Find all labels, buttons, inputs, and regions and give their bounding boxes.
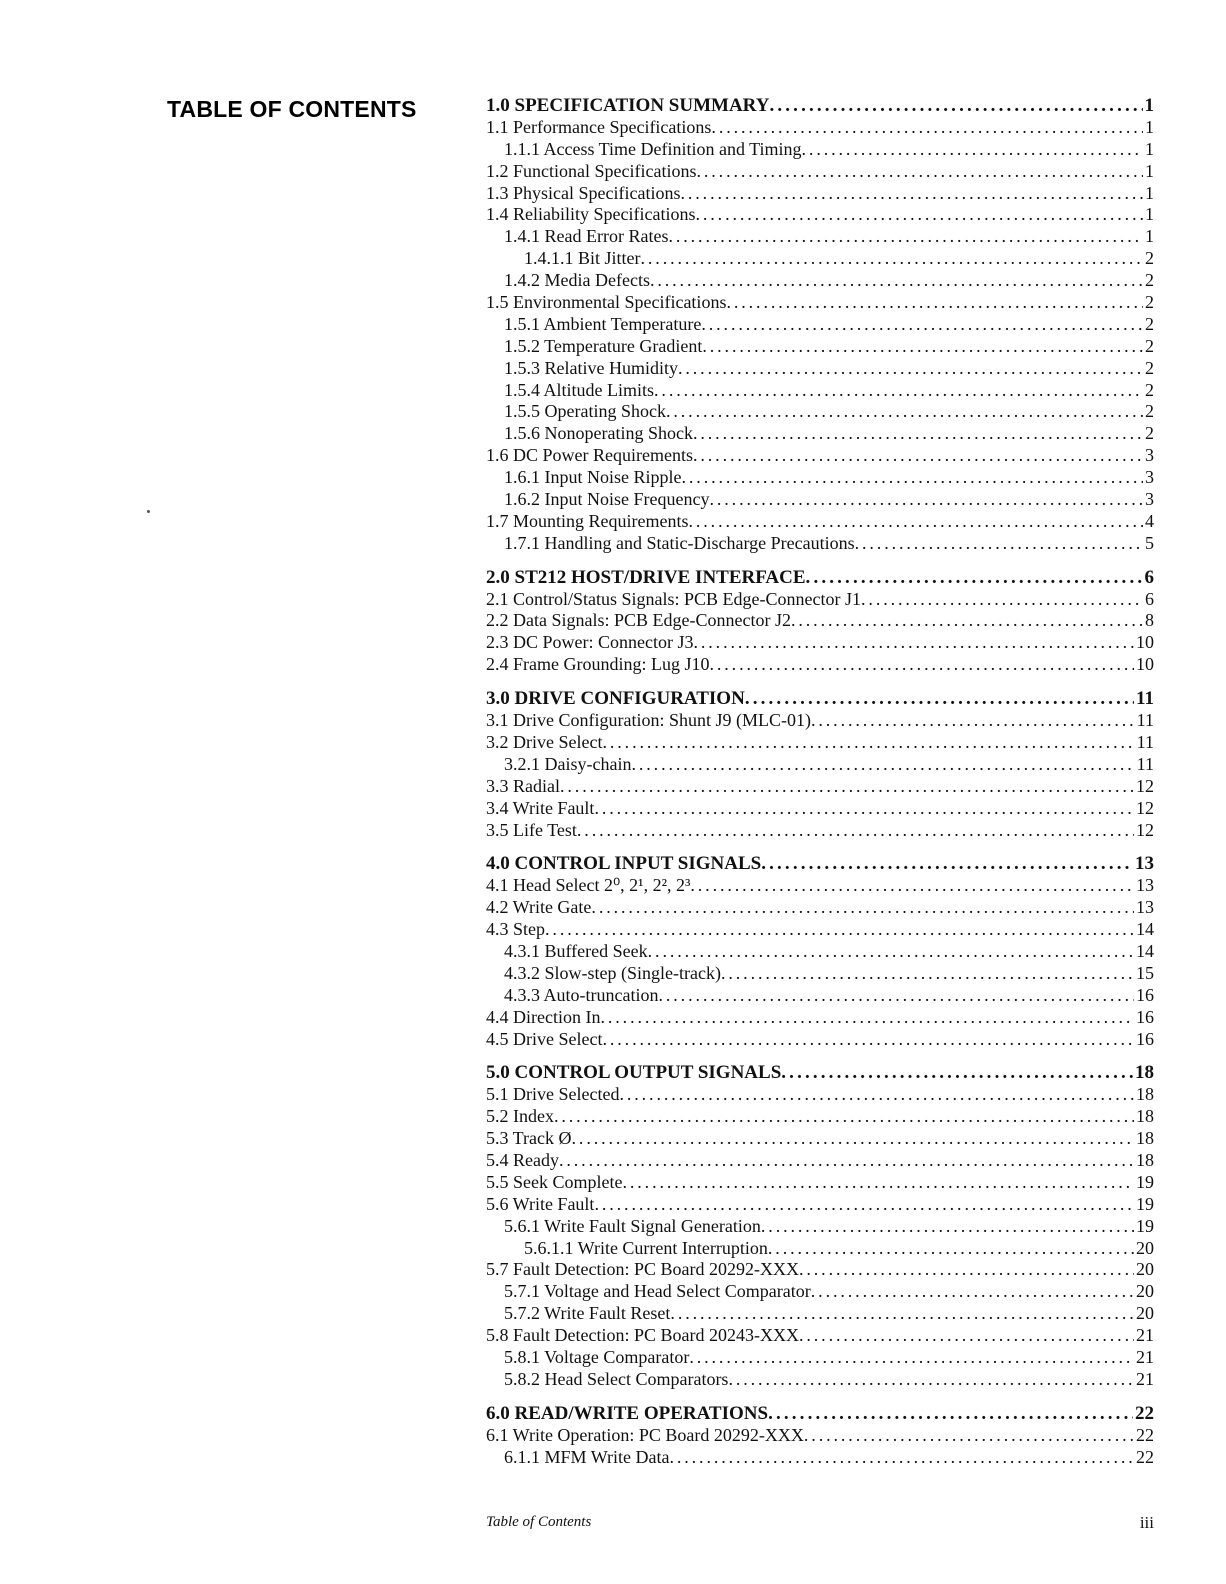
toc-entry-page: 2 bbox=[1145, 357, 1154, 378]
toc-dot-leader bbox=[761, 853, 1133, 875]
toc-dot-leader bbox=[711, 117, 1143, 139]
toc-entry-title: 5.2 Index bbox=[486, 1106, 554, 1127]
toc-entry-title: 1.1.1 Access Time Definition and Timing bbox=[504, 138, 802, 159]
toc-dot-leader bbox=[799, 1259, 1134, 1281]
toc-entry bbox=[486, 204, 1154, 226]
toc-entry-title: 1.0 SPECIFICATION SUMMARY bbox=[486, 95, 770, 116]
toc-entry bbox=[486, 226, 1154, 248]
toc-dot-leader bbox=[622, 1172, 1134, 1194]
toc-dot-leader bbox=[811, 710, 1135, 732]
toc-entry-title: 1.7.1 Handling and Static-Discharge Precautions bbox=[504, 532, 855, 553]
toc-entry-title: 5.7.1 Voltage and Head Select Comparator bbox=[504, 1281, 811, 1302]
toc-dot-leader bbox=[668, 226, 1143, 248]
toc-dot-leader bbox=[769, 95, 1142, 117]
toc-dot-leader bbox=[669, 1447, 1134, 1469]
toc-entry-title: 1.4.1 Read Error Rates bbox=[504, 226, 669, 247]
toc-entry-title: 1.6 DC Power Requirements bbox=[486, 445, 693, 466]
toc-entry-page: 2 bbox=[1145, 335, 1154, 356]
toc-entry-page: 21 bbox=[1136, 1325, 1154, 1346]
toc-dot-leader bbox=[693, 423, 1143, 445]
toc-entry-title: 2.1 Control/Status Signals: PCB Edge-Connector J1 bbox=[486, 588, 862, 609]
toc-entry-title: 4.0 CONTROL INPUT SIGNALS bbox=[486, 853, 762, 875]
toc-entry bbox=[486, 183, 1154, 205]
toc-dot-leader bbox=[648, 941, 1134, 963]
toc-entry-page: 20 bbox=[1136, 1303, 1154, 1324]
page-title: TABLE OF CONTENTS bbox=[167, 96, 417, 122]
toc-dot-leader bbox=[701, 314, 1143, 336]
toc-dot-leader bbox=[591, 897, 1134, 919]
toc-entry-page: 21 bbox=[1136, 1368, 1154, 1389]
toc-entry bbox=[486, 161, 1154, 183]
toc-dot-leader bbox=[577, 820, 1134, 842]
toc-entry-title: 5.8.2 Head Select Comparators bbox=[504, 1368, 729, 1389]
toc-entry-page: 2 bbox=[1145, 313, 1154, 334]
toc-entry bbox=[486, 710, 1154, 732]
toc-entry bbox=[486, 511, 1154, 533]
toc-entry-page: 18 bbox=[1136, 1084, 1154, 1105]
toc-entry-page: 16 bbox=[1136, 1006, 1154, 1027]
toc-dot-leader bbox=[688, 511, 1143, 533]
toc-entry bbox=[486, 820, 1154, 842]
toc-entry-title: 1.5.5 Operating Shock bbox=[504, 401, 666, 422]
toc-entry bbox=[486, 445, 1154, 467]
toc-entry-title: 3.5 Life Test bbox=[486, 819, 577, 840]
toc-entry-title: 1.6.2 Input Noise Frequency bbox=[504, 489, 710, 510]
toc-entry-page: 14 bbox=[1136, 940, 1154, 961]
toc-entry bbox=[486, 1425, 1154, 1447]
toc-dot-leader bbox=[670, 1303, 1134, 1325]
toc-entry bbox=[486, 754, 1154, 776]
toc-entry-title: 2.4 Frame Grounding: Lug J10 bbox=[486, 654, 710, 675]
toc-entry bbox=[486, 1106, 1154, 1128]
toc-entry-page: 1 bbox=[1145, 138, 1154, 159]
toc-entry bbox=[486, 654, 1154, 676]
toc-entry-page: 21 bbox=[1136, 1346, 1154, 1367]
toc-entry-page: 22 bbox=[1135, 1402, 1154, 1424]
toc-entry-title: 1.5.3 Relative Humidity bbox=[504, 357, 678, 378]
toc-entry-page: 20 bbox=[1136, 1259, 1154, 1280]
toc-dot-leader bbox=[768, 1238, 1134, 1260]
toc-dot-leader bbox=[855, 533, 1143, 555]
toc-entry-title: 3.2.1 Daisy-chain bbox=[504, 753, 632, 774]
toc-dot-leader bbox=[693, 445, 1143, 467]
toc-dot-leader bbox=[745, 688, 1134, 710]
toc-entry-title: 6.1.1 MFM Write Data bbox=[504, 1446, 670, 1467]
toc-entry bbox=[486, 401, 1154, 423]
toc-entry bbox=[486, 1238, 1154, 1260]
toc-entry bbox=[486, 776, 1154, 798]
toc-entry-page: 13 bbox=[1136, 875, 1154, 896]
toc-entry-title: 5.3 Track Ø bbox=[486, 1128, 572, 1149]
toc-entry-title: 5.6.1.1 Write Current Interruption bbox=[524, 1237, 768, 1258]
toc-dot-leader bbox=[728, 1369, 1134, 1391]
toc-entry-page: 8 bbox=[1145, 610, 1154, 631]
toc-dot-leader bbox=[721, 963, 1134, 985]
toc-entry bbox=[486, 1128, 1154, 1150]
toc-entry-page: 18 bbox=[1136, 1128, 1154, 1149]
toc-entry-title: 4.4 Direction In bbox=[486, 1006, 601, 1027]
toc-dot-leader bbox=[545, 919, 1134, 941]
toc-dot-leader bbox=[654, 380, 1143, 402]
toc-entry-title: 5.4 Ready bbox=[486, 1149, 559, 1170]
toc-list bbox=[486, 95, 1154, 1468]
toc-entry-page: 11 bbox=[1136, 753, 1154, 774]
toc-entry bbox=[486, 1347, 1154, 1369]
toc-entry bbox=[486, 1194, 1154, 1216]
toc-entry-title: 3.2 Drive Select bbox=[486, 731, 603, 752]
toc-entry-title: 1.3 Physical Specifications bbox=[486, 182, 681, 203]
toc-dot-leader bbox=[806, 567, 1143, 589]
toc-entry-page: 19 bbox=[1136, 1171, 1154, 1192]
toc-entry-title: 4.3.2 Slow-step (Single-track) bbox=[504, 962, 721, 983]
toc-entry bbox=[486, 798, 1154, 820]
toc-entry bbox=[486, 489, 1154, 511]
footer-label: Table of Contents bbox=[486, 1514, 592, 1530]
toc-entry bbox=[486, 1369, 1154, 1391]
toc-dot-leader bbox=[594, 1194, 1134, 1216]
toc-entry-title: 1.5.6 Nonoperating Shock bbox=[504, 423, 693, 444]
toc-entry bbox=[486, 117, 1154, 139]
toc-dot-leader bbox=[658, 985, 1134, 1007]
toc-entry-title: 2.0 ST212 HOST/DRIVE INTERFACE bbox=[486, 566, 806, 588]
toc-entry-title: 4.3 Step bbox=[486, 919, 546, 940]
toc-dot-leader bbox=[696, 161, 1143, 183]
toc-entry-title: 3.0 DRIVE CONFIGURATION bbox=[486, 688, 745, 710]
toc-entry-page: 15 bbox=[1136, 962, 1154, 983]
toc-entry-page: 18 bbox=[1136, 1149, 1154, 1170]
toc-dot-leader bbox=[702, 336, 1143, 358]
toc-dot-leader bbox=[709, 654, 1134, 676]
toc-dot-leader bbox=[682, 467, 1144, 489]
toc-section-heading bbox=[486, 95, 1154, 117]
toc-entry bbox=[486, 380, 1154, 402]
toc-entry-title: 3.3 Radial bbox=[486, 775, 560, 796]
toc-entry bbox=[486, 632, 1154, 654]
toc-entry bbox=[486, 732, 1154, 754]
toc-entry-page: 1 bbox=[1145, 182, 1154, 203]
toc-dot-leader bbox=[689, 1347, 1134, 1369]
toc-entry-page: 2 bbox=[1145, 379, 1154, 400]
toc-dot-leader bbox=[791, 610, 1143, 632]
toc-dot-leader bbox=[690, 875, 1134, 897]
toc-section-heading bbox=[486, 688, 1154, 710]
toc-dot-leader bbox=[695, 204, 1143, 226]
toc-entry-page: 12 bbox=[1136, 797, 1154, 818]
toc-dot-leader bbox=[641, 248, 1144, 270]
toc-entry-page: 10 bbox=[1136, 654, 1154, 675]
toc-entry bbox=[486, 610, 1154, 632]
toc-dot-leader bbox=[572, 1128, 1134, 1150]
toc-section-heading bbox=[486, 853, 1154, 875]
toc-entry-title: 5.8 Fault Detection: PC Board 20243-XXX bbox=[486, 1325, 799, 1346]
toc-entry bbox=[486, 467, 1154, 489]
toc-entry-page: 1 bbox=[1145, 204, 1154, 225]
toc-dot-leader bbox=[802, 139, 1143, 161]
toc-entry-title: 1.4 Reliability Specifications bbox=[486, 204, 696, 225]
toc-dot-leader bbox=[804, 1425, 1134, 1447]
toc-entry-page: 12 bbox=[1136, 819, 1154, 840]
toc-entry bbox=[486, 1007, 1154, 1029]
toc-entry bbox=[486, 985, 1154, 1007]
toc-entry-page: 16 bbox=[1136, 1028, 1154, 1049]
toc-entry-page: 22 bbox=[1136, 1446, 1154, 1467]
toc-dot-leader bbox=[680, 183, 1143, 205]
toc-entry bbox=[486, 423, 1154, 445]
toc-entry-page: 13 bbox=[1136, 897, 1154, 918]
toc-entry-page: 22 bbox=[1136, 1424, 1154, 1445]
toc-entry-title: 4.3.1 Buffered Seek bbox=[504, 940, 648, 961]
toc-entry bbox=[486, 1029, 1154, 1051]
toc-entry-title: 5.7.2 Write Fault Reset bbox=[504, 1303, 671, 1324]
toc-entry-title: 5.6.1 Write Fault Signal Generation bbox=[504, 1215, 761, 1236]
toc-entry-page: 6 bbox=[1144, 566, 1154, 588]
scan-speck bbox=[147, 510, 150, 513]
toc-entry bbox=[486, 139, 1154, 161]
toc-entry-page: 11 bbox=[1136, 731, 1154, 752]
toc-entry-title: 1.7 Mounting Requirements bbox=[486, 510, 689, 531]
toc-entry-page: 2 bbox=[1145, 292, 1154, 313]
toc-section-heading bbox=[486, 567, 1154, 589]
toc-entry-title: 3.4 Write Fault bbox=[486, 797, 595, 818]
toc-entry-title: 5.0 CONTROL OUTPUT SIGNALS bbox=[486, 1062, 782, 1084]
toc-entry-page: 20 bbox=[1136, 1237, 1154, 1258]
toc-entry-page: 13 bbox=[1135, 853, 1154, 875]
toc-dot-leader bbox=[560, 776, 1134, 798]
toc-dot-leader bbox=[768, 1403, 1133, 1425]
toc-entry-page: 10 bbox=[1136, 632, 1154, 653]
toc-entry-page: 1 bbox=[1144, 95, 1154, 116]
toc-entry-title: 2.2 Data Signals: PCB Edge-Connector J2 bbox=[486, 610, 791, 631]
footer-page-number: iii bbox=[1139, 1513, 1154, 1532]
toc-entry-page: 2 bbox=[1145, 423, 1154, 444]
toc-entry-title: 4.1 Head Select 2⁰, 2¹, 2², 2³ bbox=[486, 875, 691, 896]
toc-entry-page: 3 bbox=[1145, 467, 1154, 488]
toc-dot-leader bbox=[693, 632, 1134, 654]
toc-dot-leader bbox=[861, 589, 1143, 611]
toc-entry-title: 1.4.2 Media Defects bbox=[504, 270, 650, 291]
toc-entry-page: 4 bbox=[1145, 510, 1154, 531]
toc-entry-title: 1.4.1.1 Bit Jitter bbox=[524, 248, 641, 269]
toc-entry-page: 18 bbox=[1135, 1062, 1154, 1084]
toc-entry bbox=[486, 358, 1154, 380]
toc-entry-page: 1 bbox=[1145, 116, 1154, 137]
toc-entry-title: 1.6.1 Input Noise Ripple bbox=[504, 467, 682, 488]
toc-entry bbox=[486, 533, 1154, 555]
toc-entry bbox=[486, 875, 1154, 897]
toc-entry-title: 4.5 Drive Select bbox=[486, 1028, 603, 1049]
toc-entry bbox=[486, 919, 1154, 941]
toc-entry-page: 1 bbox=[1145, 160, 1154, 181]
toc-section-heading bbox=[486, 1062, 1154, 1084]
toc-entry-page: 18 bbox=[1136, 1106, 1154, 1127]
toc-entry bbox=[486, 1259, 1154, 1281]
toc-entry-page: 11 bbox=[1136, 688, 1154, 710]
toc-entry-title: 3.1 Drive Configuration: Shunt J9 (MLC-01) bbox=[486, 710, 811, 731]
toc-entry bbox=[486, 1281, 1154, 1303]
toc-entry-title: 1.2 Functional Specifications bbox=[486, 160, 697, 181]
toc-entry-page: 12 bbox=[1136, 775, 1154, 796]
toc-entry bbox=[486, 589, 1154, 611]
toc-entry-title: 6.0 READ/WRITE OPERATIONS bbox=[486, 1402, 769, 1424]
toc-entry-title: 6.1 Write Operation: PC Board 20292-XXX bbox=[486, 1424, 804, 1445]
toc-entry-title: 1.5.2 Temperature Gradient bbox=[504, 335, 703, 356]
toc-dot-leader bbox=[559, 1150, 1134, 1172]
toc-entry-page: 2 bbox=[1145, 401, 1154, 422]
toc-entry-title: 1.1 Performance Specifications bbox=[486, 116, 712, 137]
toc-entry-page: 2 bbox=[1145, 270, 1154, 291]
toc-dot-leader bbox=[600, 1007, 1134, 1029]
toc-entry-title: 5.6 Write Fault bbox=[486, 1193, 595, 1214]
toc-dot-leader bbox=[811, 1281, 1134, 1303]
toc-entry-page: 6 bbox=[1145, 588, 1154, 609]
toc-entry bbox=[486, 314, 1154, 336]
toc-entry-page: 16 bbox=[1136, 984, 1154, 1005]
toc-entry bbox=[486, 1303, 1154, 1325]
toc-entry-title: 4.2 Write Gate bbox=[486, 897, 592, 918]
toc-entry bbox=[486, 1447, 1154, 1469]
toc-dot-leader bbox=[709, 489, 1143, 511]
toc-entry-page: 11 bbox=[1136, 710, 1154, 731]
toc-dot-leader bbox=[602, 1029, 1134, 1051]
toc-entry-page: 20 bbox=[1136, 1281, 1154, 1302]
toc-entry-title: 4.3.3 Auto-truncation bbox=[504, 984, 659, 1005]
toc-entry bbox=[486, 1216, 1154, 1238]
toc-entry-page: 1 bbox=[1145, 226, 1154, 247]
toc-dot-leader bbox=[602, 732, 1134, 754]
toc-entry-page: 3 bbox=[1145, 445, 1154, 466]
toc-entry bbox=[486, 292, 1154, 314]
toc-dot-leader bbox=[799, 1325, 1134, 1347]
toc-dot-leader bbox=[619, 1084, 1134, 1106]
toc-entry-title: 1.5 Environmental Specifications bbox=[486, 292, 727, 313]
toc-entry-page: 2 bbox=[1145, 248, 1154, 269]
toc-dot-leader bbox=[726, 292, 1143, 314]
toc-entry bbox=[486, 1172, 1154, 1194]
toc-entry-title: 1.5.4 Altitude Limits bbox=[504, 379, 655, 400]
toc-dot-leader bbox=[650, 270, 1143, 292]
toc-dot-leader bbox=[761, 1216, 1134, 1238]
toc-dot-leader bbox=[678, 358, 1143, 380]
toc-entry-page: 5 bbox=[1145, 532, 1154, 553]
toc-entry bbox=[486, 270, 1154, 292]
toc-dot-leader bbox=[594, 798, 1134, 820]
toc-dot-leader bbox=[781, 1062, 1133, 1084]
toc-entry bbox=[486, 1325, 1154, 1347]
toc-entry-page: 14 bbox=[1136, 919, 1154, 940]
toc-entry bbox=[486, 248, 1154, 270]
toc-entry-title: 5.5 Seek Complete bbox=[486, 1171, 623, 1192]
toc-entry bbox=[486, 963, 1154, 985]
toc-entry-title: 5.7 Fault Detection: PC Board 20292-XXX bbox=[486, 1259, 799, 1280]
toc-dot-leader bbox=[666, 401, 1143, 423]
toc-entry-title: 1.5.1 Ambient Temperature bbox=[504, 313, 702, 334]
toc-section-heading bbox=[486, 1403, 1154, 1425]
toc-entry bbox=[486, 1084, 1154, 1106]
toc-entry-page: 19 bbox=[1136, 1193, 1154, 1214]
toc-entry-page: 19 bbox=[1136, 1215, 1154, 1236]
toc-entry-title: 5.8.1 Voltage Comparator bbox=[504, 1346, 690, 1367]
toc-entry bbox=[486, 1150, 1154, 1172]
toc-entry bbox=[486, 941, 1154, 963]
toc-entry bbox=[486, 897, 1154, 919]
toc-entry bbox=[486, 336, 1154, 358]
toc-entry-page: 3 bbox=[1145, 489, 1154, 510]
toc-entry-title: 5.1 Drive Selected bbox=[486, 1084, 620, 1105]
toc-dot-leader bbox=[631, 754, 1134, 776]
toc-entry-title: 2.3 DC Power: Connector J3 bbox=[486, 632, 694, 653]
toc-dot-leader bbox=[554, 1106, 1134, 1128]
